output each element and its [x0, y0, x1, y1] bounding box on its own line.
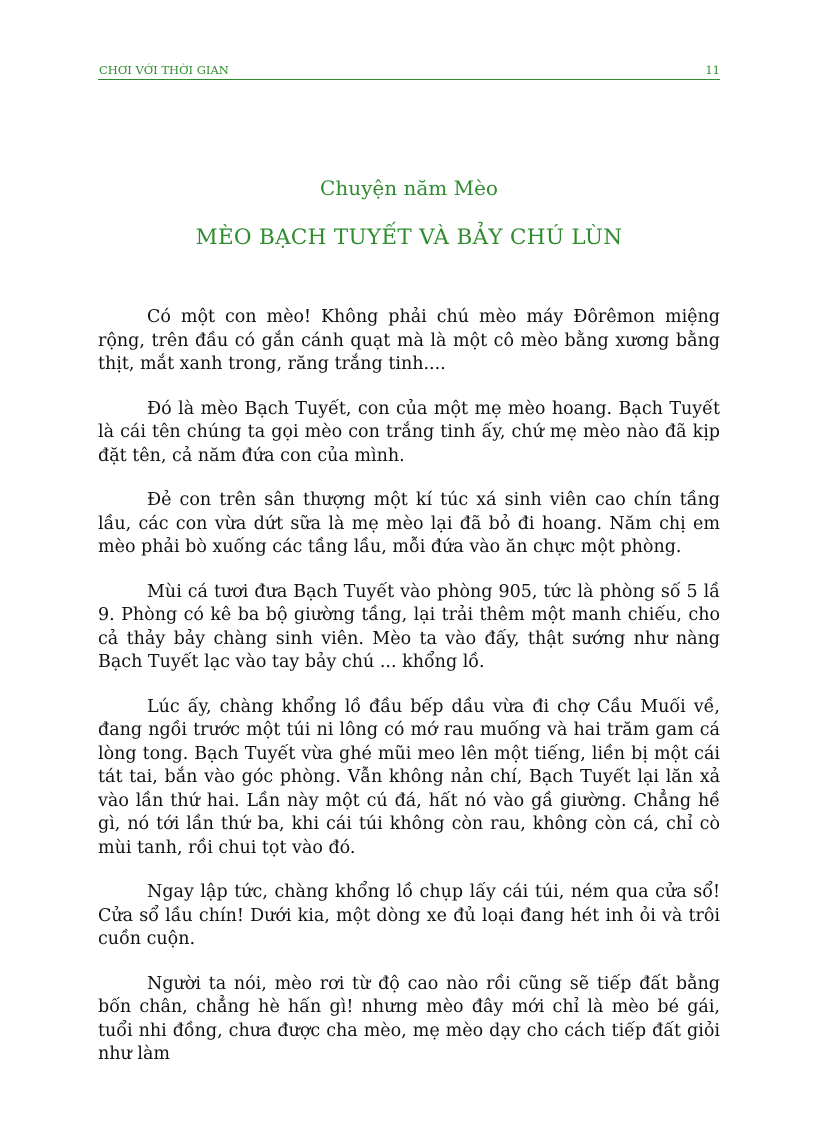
header-title: CHƠI VỚI THỜI GIAN — [99, 63, 229, 77]
story-title: MÈO BẠCH TUYẾT VÀ BẢY CHÚ LÙN — [195, 225, 623, 250]
paragraph: Đẻ con trên sân thượng một kí túc xá sinh viên cao chín tầng lầu, các con vừa dứt sữa là mẹ mèo lại đã bỏ đi hoang. Năm chị em mèo phải bò xuống các tầng lầu, mỗi đứa vào ăn chực một phòng. — [98, 490, 720, 557]
page-number: 11 — [705, 63, 720, 77]
body-text — [98, 306, 720, 1088]
paragraph: Ngay lập tức, chàng khổng lồ chụp lấy cái túi, ném qua cửa sổ! Cửa sổ lầu chín! Dưới kia, một dòng xe đủ loại đang hét inh ỏi và trôi cuồn cuộn. — [98, 882, 720, 949]
running-header — [98, 63, 720, 80]
paragraph: Có một con mèo! Không phải chú mèo máy Đôrêmon miệng rộng, trên đầu có gắn cánh quạt mà là một cô mèo bằng xương bằng thịt, mắt xanh trong, răng trắng tinh.... — [98, 307, 720, 374]
paragraph: Lúc ấy, chàng khổng lồ đầu bếp dầu vừa đi chợ Cầu Muối về, đang ngồi trước một túi ni lông có mớ rau muống và hai trăm gam cá lòng tong. Bạch Tuyết vừa ghé mũi meo lên một tiếng, liền bị một cái tát tai, bắn vào góc phòng. Vẫn không nản chí, Bạch Tuyết lại lăn xả vào lần thứ hai. Lần này một cú đá, hất nó vào gầ giường. Chẳng hề gì, nó tới lần thứ ba, khi cái túi không còn rau, không còn cá, chỉ cò mùi tanh, rồi chui tọt vào đó. — [98, 696, 720, 858]
paragraph: Đó là mèo Bạch Tuyết, con của một mẹ mèo hoang. Bạch Tuyết là cái tên chúng ta gọi mèo con trắng tinh ấy, chứ mẹ mèo nào đã kịp đặt tên, cả năm đứa con của mình. — [98, 398, 720, 466]
paragraph: Mùi cá tươi đưa Bạch Tuyết vào phòng 905, tức là phòng số 5 lầ 9. Phòng có kê ba bộ giường tầng, lại trải thêm một manh chiếu, cho cả thảy bảy chàng sinh viên. Mèo ta vào đấy, thật sướng như nàng Bạch Tuyết lạc vào tay bảy chú ... khổng lồ. — [98, 581, 720, 672]
paragraph: Người ta nói, mèo rơi từ độ cao nào rồi cũng sẽ tiếp đất bằng bốn chân, chẳng hè hấn gì! nhưng mèo đây mới chỉ là mèo bé gái, tuổi nhi đồng, chưa được cha mèo, mẹ mèo dạy cho cách tiếp đất giỏi như làm — [98, 973, 720, 1064]
story-label: Chuyện năm Mèo — [320, 176, 498, 200]
